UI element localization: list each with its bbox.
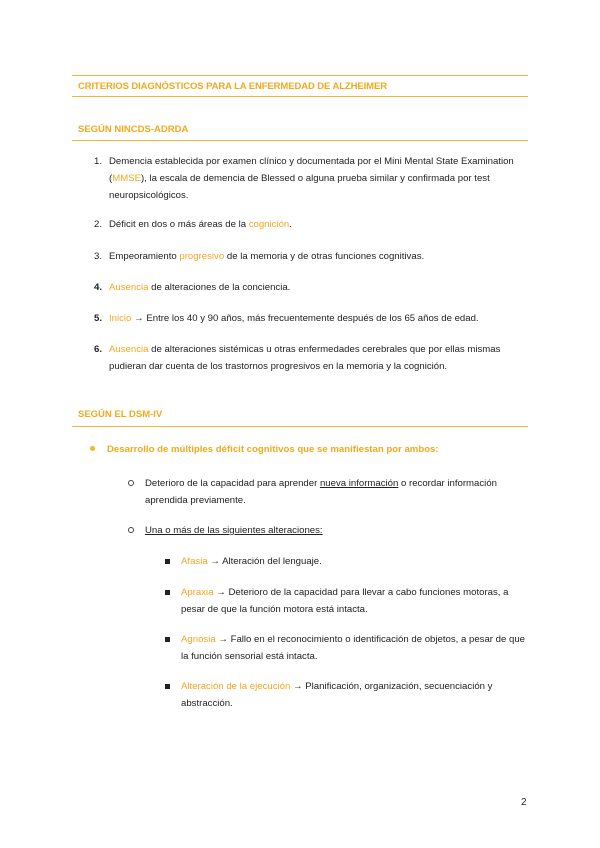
- square-bullet-icon: [165, 590, 170, 595]
- document-title: CRITERIOS DIAGNÓSTICOS PARA LA ENFERMEDAD DE ALZHEIMER: [78, 81, 387, 92]
- square-bullet-text: Agnosia → Fallo en el reconocimiento o identificación de objetos, a pesar de que la función sensorial está intacta.: [181, 634, 525, 662]
- square-bullet-text: Apraxia → Deterioro de la capacidad para llevar a cabo funciones motoras, a pesar de que la función motora está intacta.: [181, 587, 509, 615]
- square-bullet-icon: [165, 559, 170, 564]
- item-text: Ausencia de alteraciones de la conciencia.: [109, 282, 291, 293]
- circle-bullet-icon: [128, 480, 134, 486]
- document-title-box: [72, 75, 528, 97]
- highlight-term: Agnosia: [181, 634, 216, 645]
- item-text: Inicio → Entre los 40 y 90 años, más frecuentemente después de los 65 años de edad.: [109, 313, 479, 324]
- section-rule: [72, 140, 528, 141]
- sub-bullet-text: Deterioro de la capacidad para aprender nueva información o recordar información aprendida previamente.: [145, 478, 497, 506]
- item-number: 2.: [94, 219, 103, 230]
- highlight-term: Inicio: [109, 313, 132, 324]
- item-number: 4.: [94, 282, 103, 293]
- square-bullet-icon: [165, 684, 170, 689]
- page-number: 2: [521, 797, 527, 808]
- square-bullet-text: Afasia → Alteración del lenguaje.: [181, 556, 322, 567]
- sub-bullet-text: Una o más de las siguientes alteraciones:: [145, 525, 323, 536]
- circle-bullet-icon: [128, 527, 134, 533]
- highlight-term: Afasia: [181, 556, 208, 567]
- highlight-term: MMSE: [112, 173, 141, 184]
- underlined-term: nueva información: [319, 478, 399, 489]
- section-heading-nincds: SEGÚN NINCDS-ADRDA: [78, 124, 189, 135]
- item-text: Déficit en dos o más áreas de la cognición.: [109, 219, 292, 230]
- item-text: Empeoramiento progresivo de la memoria y de otras funciones cognitivas.: [109, 251, 425, 262]
- highlight-term: Ausencia: [109, 344, 149, 355]
- highlight-term: Ausencia: [109, 282, 149, 293]
- item-number: 6.: [94, 344, 103, 355]
- item-text: Demencia establecida por examen clínico y documentada por el Mini Mental State Examination (MMSE), la escala de demencia de Blessed o alguna prueba similar y confirmada por test neuropsicológicos.: [109, 156, 514, 201]
- highlight-term: cognición: [248, 219, 290, 230]
- square-bullet-icon: [165, 637, 170, 642]
- section-heading-dsm: SEGÚN EL DSM-IV: [78, 409, 163, 420]
- section-rule: [72, 426, 528, 427]
- highlight-term: Apraxia: [181, 587, 214, 598]
- square-bullet-text: Alteración de la ejecución → Planificación, organización, secuenciación y abstracción.: [181, 681, 493, 709]
- item-number: 1.: [94, 156, 103, 167]
- item-number: 5.: [94, 313, 103, 324]
- item-text: Ausencia de alteraciones sistémicas u otras enfermedades cerebrales que por ellas mismas pudieran dar cuenta de los trastornos progresivos en la memoria y la cognición.: [109, 344, 501, 372]
- bullet-text: Desarrollo de múltiples déficit cognitivos que se manifiestan por ambos:: [107, 444, 439, 455]
- highlight-term: progresivo: [179, 251, 225, 262]
- bullet-dot-icon: [90, 446, 95, 451]
- item-number: 3.: [94, 251, 103, 262]
- highlight-term: Alteración de la ejecución: [181, 681, 291, 692]
